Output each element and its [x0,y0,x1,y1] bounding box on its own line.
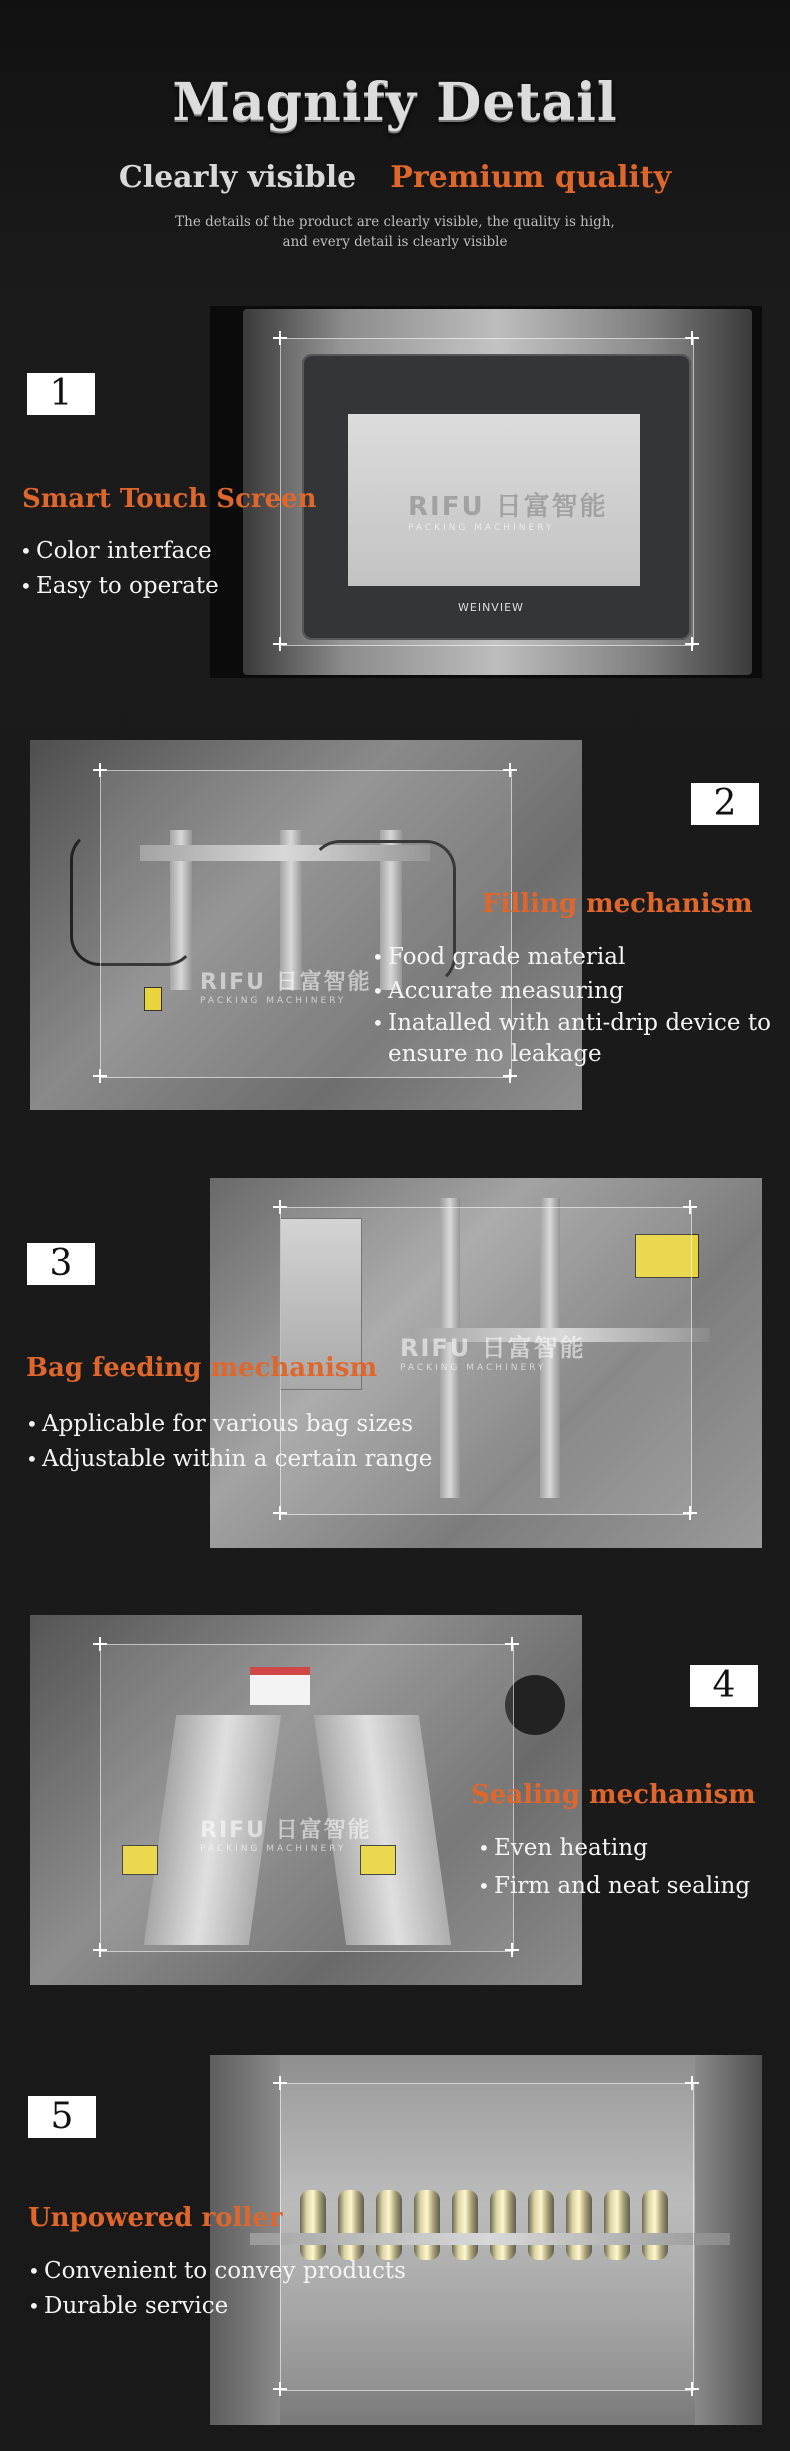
watermark-tagline: PACKING MACHINERY [408,523,555,533]
subtitle-clearly-visible: Clearly visible [118,160,357,195]
description-line-2: and every detail is clearly visible [282,234,508,250]
subtitle [0,160,790,195]
watermark-logo [200,1813,372,1854]
feature-item: • Applicable for various bag sizes [26,1407,432,1442]
feature-list [26,1407,432,1477]
watermark-brand: RIFU 日富智能 [400,1334,586,1362]
feature-item: • Durable service [28,2289,406,2324]
feature-item: • Food grade material [372,940,777,974]
section-title: Filling mechanism [482,889,753,919]
feature-item: • Easy to operate [20,569,219,604]
section-title: Smart Touch Screen [22,484,317,514]
feature-item: • Color interface [20,534,219,569]
screen-brand-label: WEINVIEW [458,601,524,614]
feature-list [478,1829,750,1905]
header-description [0,212,790,252]
watermark-tagline: PACKING MACHINERY [200,1844,347,1854]
watermark-logo [200,965,372,1006]
feature-list [372,940,777,1070]
feature-item: • Adjustable within a certain range [26,1442,432,1477]
section-number: 2 [691,783,759,825]
section-number: 3 [27,1243,95,1285]
section-title: Bag feeding mechanism [26,1353,378,1383]
feature-item: • Inatalled with anti-drip device to ensure no leakage [372,1008,777,1070]
section-number: 4 [690,1665,758,1707]
unpowered-roller-photo [210,2055,762,2425]
feature-item: • Accurate measuring [372,974,777,1008]
section-number: 1 [27,373,95,415]
watermark-tagline: PACKING MACHINERY [400,1363,547,1373]
feature-list [28,2254,406,2324]
watermark-logo [408,486,608,533]
description-line-1: The details of the product are clearly visible, the quality is high, [175,214,615,230]
watermark-brand: RIFU 日富智能 [200,970,372,995]
feature-item: • Convenient to convey products [28,2254,406,2289]
feature-list [20,534,219,604]
feature-item: • Firm and neat sealing [478,1867,750,1905]
watermark-tagline: PACKING MACHINERY [200,996,347,1006]
section-number: 5 [28,2096,96,2138]
watermark-brand: RIFU 日富智能 [408,492,608,522]
watermark-logo [400,1328,586,1373]
feature-item: • Even heating [478,1829,750,1867]
subtitle-premium-quality: Premium quality [390,160,672,195]
watermark-brand: RIFU 日富智能 [200,1818,372,1843]
section-title: Sealing mechanism [471,1780,756,1810]
page-title: Magnify Detail [172,72,618,133]
section-title: Unpowered roller [28,2203,283,2233]
